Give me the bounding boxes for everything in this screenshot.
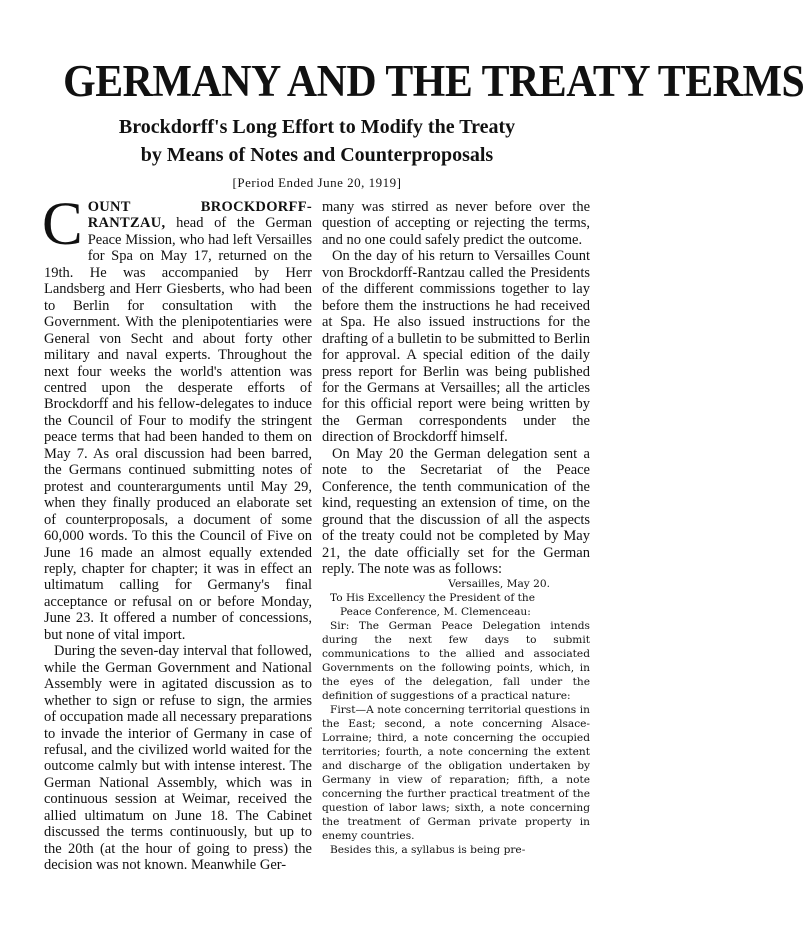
letter-address-line-2: Peace Conference, M. Clemenceau: <box>340 606 531 619</box>
article-columns <box>42 191 590 874</box>
letter-body-3: Besides this, a syllabus is being pre- <box>330 844 526 857</box>
right-paragraph-2: On the day of his return to Versailles Count von Brockdorff-Rantzau called the Presidents of the different commissions together to lay before them the instructions he had received at Spa. He also issued instructions for the drafting of a bulletin to be submitted to Berlin for approval. A special edition of the daily press report for Berlin was being published for the Germans at Versailles; all the articles for this official report were being written by the German correspondents under the direction of Brockdorff himself. <box>322 248 590 446</box>
letter-body-1: Sir: The German Peace Delegation intends during the next few days to submit communications to the allied and associated Governments on the following points, which, in the eyes of the delegation, fall under the definition of suggestions of a practical nature: <box>322 620 590 703</box>
article-subtitle-line-1: Brockdorff's Long Effort to Modify the Treaty <box>118 116 516 138</box>
article-headline: GERMANY AND THE TREATY TERMS <box>63 56 804 106</box>
left-paragraph-2: During the seven-day interval that followed, while the German Government and National Assembly were in agitated discussion as to whether to sign or refuse to sign, the armies of occupation made all necessary preparations to invade the interior of Germany in case of refusal, and the civilized world waited for the outcome calmly but with intense interest. The German National Assembly, which was in continuous session at Weimar, received the allied ultimatum on June 18. The Cabinet discussed the terms continuously, but up to the 20th (at the hour of going to press) the decision was not known. Meanwhile Ger- <box>44 643 312 874</box>
left-column <box>42 191 313 874</box>
letter-address-line-1: To His Excellency the President of the <box>330 592 535 605</box>
period-dateline: [Period Ended June 20, 1919] <box>232 175 402 190</box>
letter-dateline: Versailles, May 20. <box>448 578 550 591</box>
lead-name: OUNT BROCKDORFF-RANTZAU, <box>87 199 312 232</box>
quoted-letter <box>322 577 590 857</box>
left-paragraph-1-text: head of the German Peace Mission, who had left Versailles for Spa on May 17, returned on the 19th. He was accompanied by Herr Landsberg and Herr Giesberts, who had been to Berlin for consultation with the Government. With the plenipotentiaries were General von Secht and about forty other military and naval experts. Throughout the next four weeks the world's attention was centred upon the desperate efforts of Brockdorff and his fellow-delegates to induce the Council of Four to modify the stringent peace terms that had been handed to them on May 7. As oral discussion had been barred, the Germans continued submitting notes of protest and counterarguments until May 29, when they finally produced an elaborate set of counterproposals, a document of some 60,000 words. To this the Council of Five on June 16 made an almost equally extended reply, chapter for chapter; it was in effect an ultimatum calling for Germany's final acceptance or refusal on or before Monday, June 23. It offered a number of concessions, but none of vital import. <box>44 215 313 643</box>
article-subtitle-line-2: by Means of Notes and Counterproposals <box>140 144 494 166</box>
letter-body-2: First—A note concerning territorial questions in the East; second, a note concerning Alsace-Lorraine; third, a note concerning the occupied territories; fourth, a note concerning the extent and discharge of the obligation undertaken by Germany in view of reparation; fifth, a note concerning the further practical treatment of the question of labor laws; sixth, a note concerning the treatment of German private property in enemy countries. <box>322 704 590 843</box>
right-paragraph-1: many was stirred as never before over the question of accepting or rejecting the terms, and no one could safely predict the outcome. <box>322 199 590 248</box>
right-paragraph-3: On May 20 the German delegation sent a note to the Secretariat of the Peace Conference, the tenth communication of the kind, requesting an extension of time, on the ground that the discussion of all the aspects of the treaty could not be completed by May 21, the date officially set for the German reply. The note was as follows: <box>322 445 590 577</box>
left-paragraph-1 <box>42 191 313 643</box>
drop-cap: C <box>42 191 83 258</box>
right-column <box>322 199 590 874</box>
